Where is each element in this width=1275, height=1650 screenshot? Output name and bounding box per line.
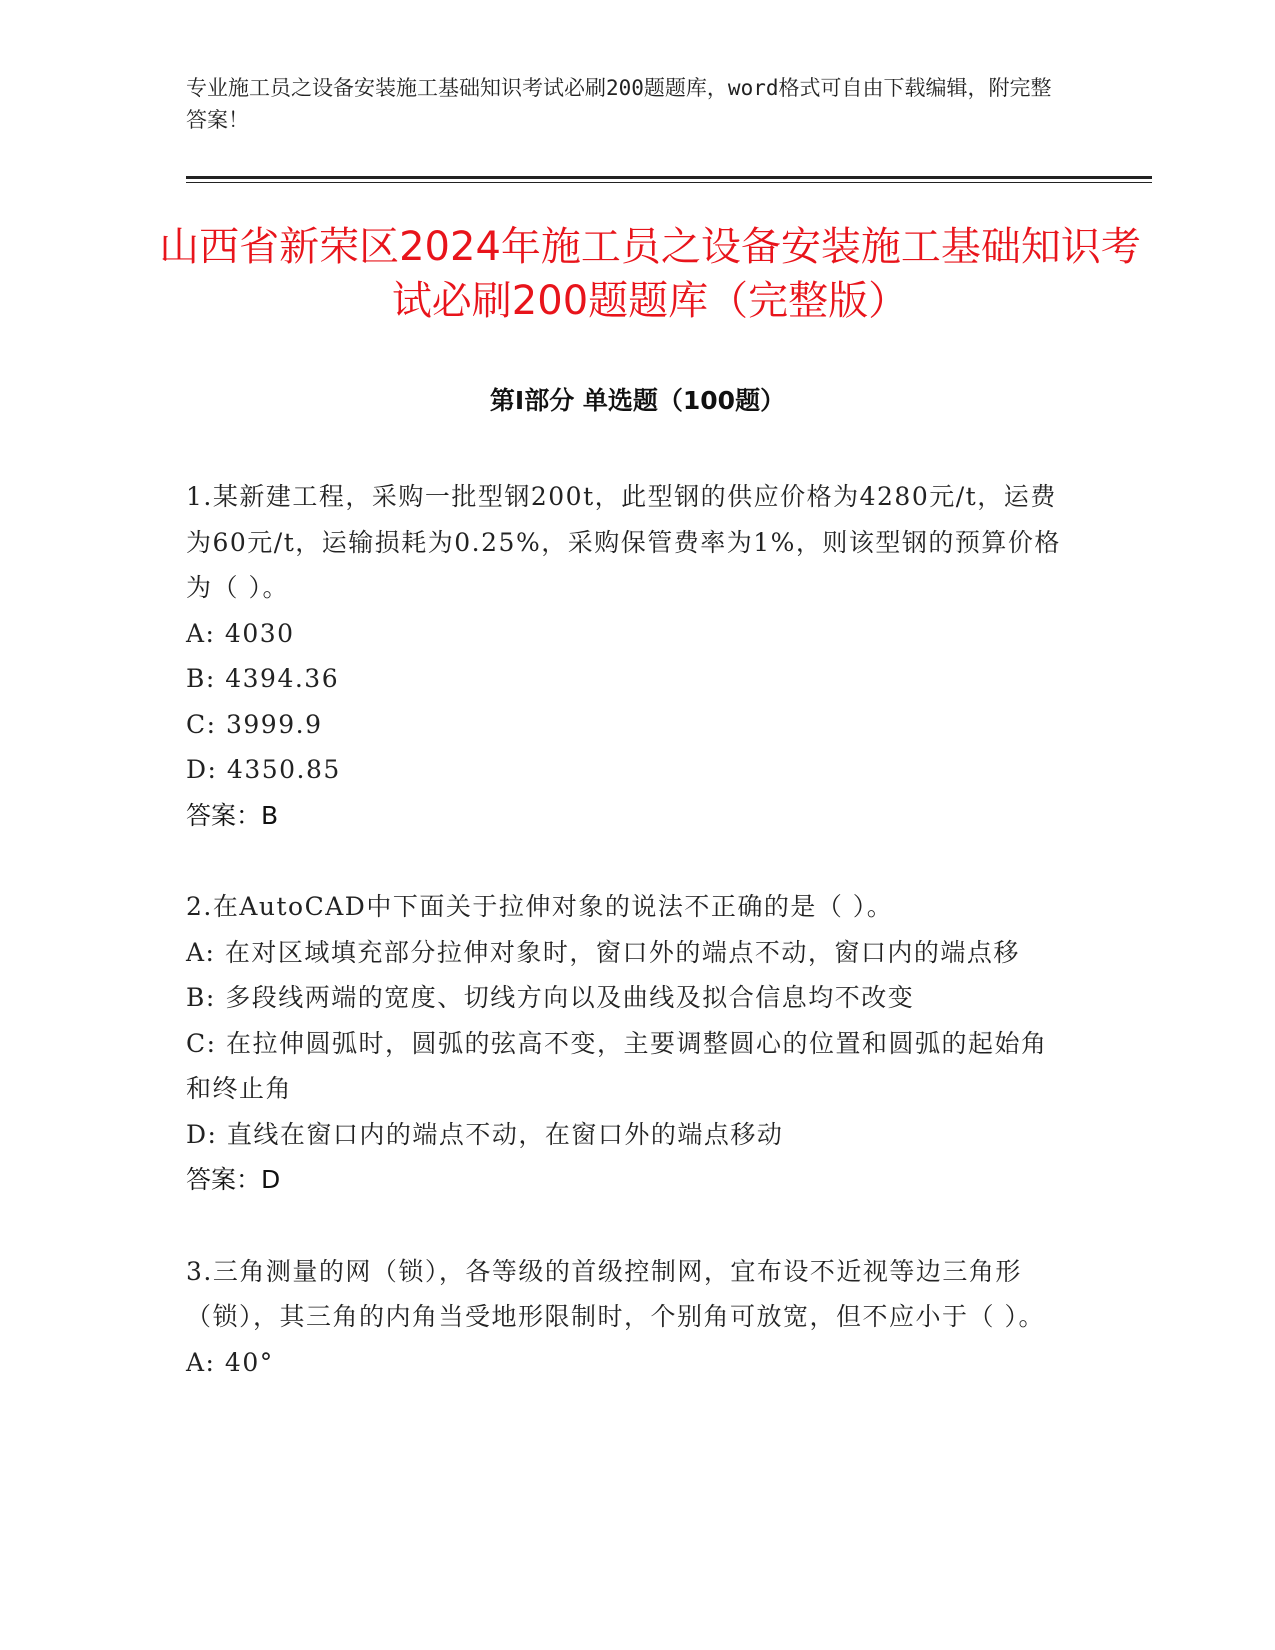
document-title: 山西省新荣区2024年施工员之设备安装施工基础知识考试必刷200题题库（完整版） <box>159 224 1141 324</box>
option-a: A: 4030 <box>186 618 295 648</box>
question-stem: 3.三角测量的网（锁），各等级的首级控制网，宜布设不近视等边三角形（锁），其三角的内角当受地形限制时，个别角可放宽，但不应小于（ ）。 <box>186 1256 1045 1331</box>
question-stem: 1.某新建工程，采购一批型钢200t，此型钢的供应价格为4280元/t，运费为60元/t，运输损耗为0.25%，采购保管费率为1%，则该型钢的预算价格为（ ）。 <box>186 482 1061 602</box>
option-a: A: 在对区域填充部分拉伸对象时，窗口外的端点不动，窗口内的端点移 <box>186 937 1020 967</box>
answer-label: 答案：D <box>186 1165 281 1194</box>
header-divider-thin <box>186 182 1152 183</box>
option-d: D: 直线在窗口内的端点不动，在窗口外的端点移动 <box>186 1119 784 1149</box>
answer-label: 答案：B <box>186 800 279 830</box>
option-c: C: 在拉伸圆弧时，圆弧的弦高不变，主要调整圆心的位置和圆弧的起始角和终止角 <box>186 1028 1048 1103</box>
option-b: B: 多段线两端的宽度、切线方向以及曲线及拟合信息均不改变 <box>186 983 915 1012</box>
option-a: A: 40° <box>186 1347 274 1377</box>
header-divider-thick <box>186 176 1152 179</box>
option-c: C: 3999.9 <box>186 709 323 739</box>
header-note: 专业施工员之设备安装施工基础知识考试必刷200题题库，word格式可自由下载编辑，附完整答案！ <box>186 76 1052 132</box>
section-heading: 第I部分 单选题（100题） <box>489 386 786 415</box>
option-d: D: 4350.85 <box>186 755 341 784</box>
question-stem: 2.在AutoCAD中下面关于拉伸对象的说法不正确的是（ ）。 <box>186 892 894 921</box>
question-2 <box>186 884 1066 1203</box>
option-b: B: 4394.36 <box>186 664 340 693</box>
question-list <box>186 474 1066 1431</box>
question-1 <box>186 474 1066 838</box>
question-3 <box>186 1249 1066 1386</box>
